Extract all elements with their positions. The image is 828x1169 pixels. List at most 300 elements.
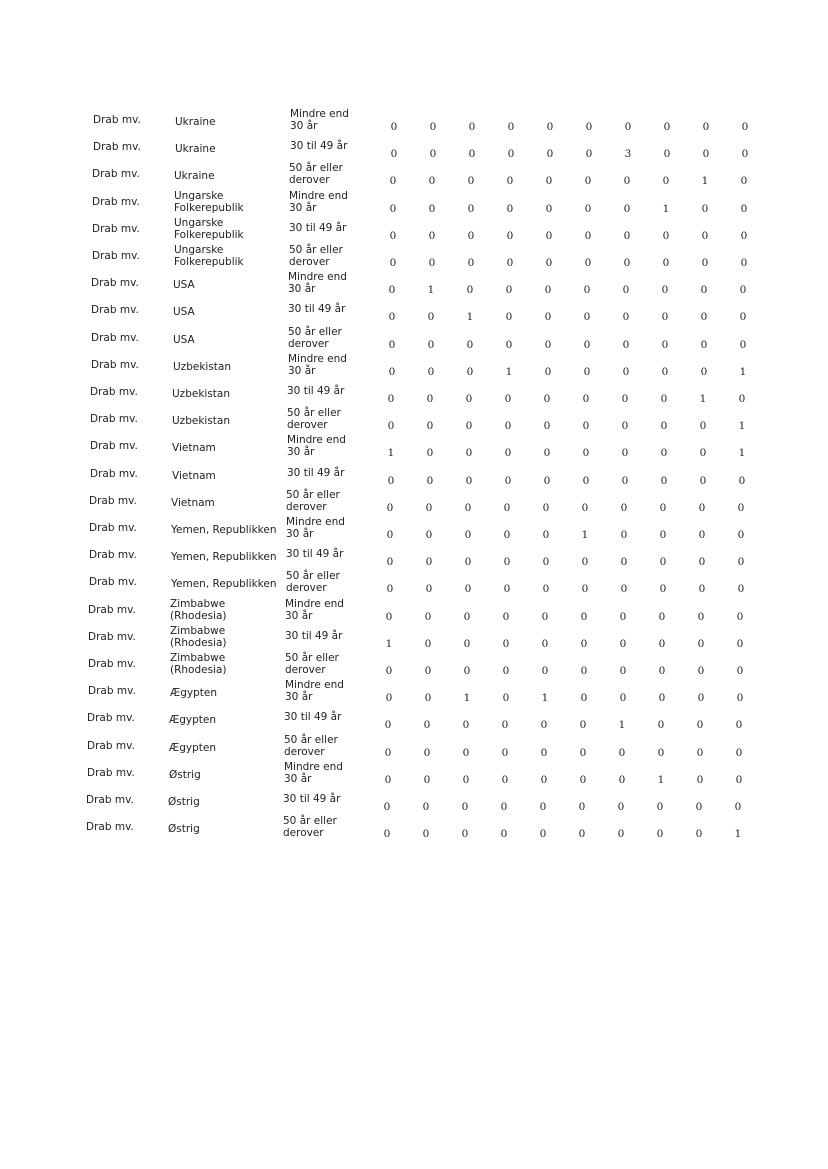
value-cell: 0 — [696, 719, 704, 731]
value-cell: 0 — [462, 747, 470, 759]
crime-cell: Drab mv. — [90, 413, 138, 425]
age-group-cell: Mindre end 30 år — [285, 598, 344, 622]
value-cell: 0 — [622, 366, 630, 378]
value-cell: 0 — [584, 203, 592, 215]
value-cell: 0 — [736, 665, 744, 677]
value-cell: 0 — [385, 692, 393, 704]
country-cell: Østrig — [168, 796, 200, 808]
value-cell: 0 — [464, 502, 472, 514]
value-cell: 0 — [465, 393, 473, 405]
value-cell: 0 — [539, 801, 547, 813]
value-cell: 0 — [543, 420, 551, 432]
country-cell: Yemen, Republikken — [171, 578, 277, 590]
value-cell: 0 — [660, 393, 668, 405]
value-cell: 0 — [659, 502, 667, 514]
crime-cell: Drab mv. — [91, 359, 139, 371]
value-cell: 0 — [584, 175, 592, 187]
value-cell: 0 — [740, 257, 748, 269]
value-cell: 0 — [619, 638, 627, 650]
value-cell: 0 — [623, 175, 631, 187]
value-cell: 0 — [657, 747, 665, 759]
country-cell: Yemen, Republikken — [171, 524, 277, 536]
value-cell: 0 — [544, 366, 552, 378]
age-group-cell: 50 år eller derover — [284, 734, 338, 758]
value-cell: 0 — [383, 801, 391, 813]
age-group-cell: 30 til 49 år — [284, 711, 342, 723]
value-cell: 0 — [465, 447, 473, 459]
value-cell: 0 — [542, 556, 550, 568]
value-cell: 0 — [428, 257, 436, 269]
value-cell: 0 — [503, 556, 511, 568]
value-cell: 0 — [696, 774, 704, 786]
value-cell: 0 — [582, 393, 590, 405]
value-cell: 0 — [736, 611, 744, 623]
value-cell: 1 — [581, 529, 589, 541]
country-cell: Vietnam — [172, 442, 216, 454]
crime-cell: Drab mv. — [89, 576, 137, 588]
value-cell: 0 — [467, 257, 475, 269]
country-cell: USA — [173, 306, 195, 318]
value-cell: 1 — [387, 447, 395, 459]
value-cell: 0 — [424, 611, 432, 623]
value-cell: 0 — [697, 638, 705, 650]
value-cell: 0 — [741, 121, 749, 133]
country-cell: Ægypten — [170, 687, 218, 699]
crime-cell: Drab mv. — [90, 468, 138, 480]
value-cell: 0 — [620, 556, 628, 568]
value-cell: 0 — [699, 420, 707, 432]
value-cell: 0 — [582, 420, 590, 432]
value-cell: 0 — [578, 801, 586, 813]
value-cell: 0 — [505, 339, 513, 351]
value-cell: 0 — [659, 583, 667, 595]
value-cell: 0 — [700, 366, 708, 378]
value-cell: 0 — [656, 801, 664, 813]
value-cell: 0 — [466, 339, 474, 351]
value-cell: 0 — [505, 284, 513, 296]
age-group-cell: 50 år eller derover — [288, 326, 342, 350]
value-cell: 1 — [734, 828, 742, 840]
value-cell: 0 — [695, 801, 703, 813]
value-cell: 0 — [506, 230, 514, 242]
value-cell: 0 — [624, 121, 632, 133]
value-cell: 0 — [619, 692, 627, 704]
value-cell: 0 — [660, 447, 668, 459]
value-cell: 0 — [623, 257, 631, 269]
value-cell: 0 — [390, 121, 398, 133]
value-cell: 0 — [700, 339, 708, 351]
crime-cell: Drab mv. — [92, 250, 140, 262]
value-cell: 0 — [500, 801, 508, 813]
value-cell: 0 — [385, 665, 393, 677]
age-group-cell: 50 år eller derover — [289, 244, 343, 268]
value-cell: 0 — [662, 175, 670, 187]
age-group-cell: 30 til 49 år — [283, 793, 341, 805]
value-cell: 0 — [427, 366, 435, 378]
value-cell: 0 — [504, 447, 512, 459]
value-cell: 0 — [741, 148, 749, 160]
value-cell: 0 — [737, 502, 745, 514]
value-cell: 0 — [579, 719, 587, 731]
value-cell: 0 — [583, 366, 591, 378]
age-group-cell: 30 til 49 år — [288, 303, 346, 315]
crime-cell: Drab mv. — [89, 522, 137, 534]
value-cell: 0 — [426, 475, 434, 487]
value-cell: 0 — [737, 556, 745, 568]
value-cell: 0 — [622, 339, 630, 351]
value-cell: 0 — [426, 393, 434, 405]
value-cell: 0 — [740, 230, 748, 242]
value-cell: 0 — [385, 611, 393, 623]
value-cell: 0 — [542, 502, 550, 514]
country-cell: USA — [173, 279, 195, 291]
value-cell: 0 — [697, 665, 705, 677]
value-cell: 0 — [386, 529, 394, 541]
value-cell: 0 — [502, 692, 510, 704]
value-cell: 0 — [542, 583, 550, 595]
value-cell: 0 — [702, 121, 710, 133]
crime-cell: Drab mv. — [88, 658, 136, 670]
value-cell: 1 — [505, 366, 513, 378]
age-group-cell: 30 til 49 år — [285, 630, 343, 642]
value-cell: 0 — [740, 203, 748, 215]
country-cell: Vietnam — [171, 497, 215, 509]
value-cell: 0 — [388, 284, 396, 296]
value-cell: 0 — [701, 230, 709, 242]
value-cell: 0 — [581, 583, 589, 595]
value-cell: 0 — [542, 529, 550, 541]
value-cell: 0 — [739, 311, 747, 323]
value-cell: 0 — [623, 203, 631, 215]
value-cell: 0 — [545, 230, 553, 242]
value-cell: 0 — [736, 692, 744, 704]
age-group-cell: Mindre end 30 år — [288, 271, 347, 295]
value-cell: 0 — [544, 284, 552, 296]
crime-cell: Drab mv. — [93, 141, 141, 153]
crime-cell: Drab mv. — [91, 277, 139, 289]
value-cell: 0 — [544, 311, 552, 323]
value-cell: 0 — [580, 611, 588, 623]
value-cell: 0 — [506, 203, 514, 215]
value-cell: 0 — [463, 611, 471, 623]
value-cell: 0 — [660, 475, 668, 487]
value-cell: 0 — [663, 121, 671, 133]
value-cell: 0 — [388, 339, 396, 351]
value-cell: 0 — [423, 747, 431, 759]
value-cell: 0 — [657, 719, 665, 731]
crime-cell: Drab mv. — [87, 712, 135, 724]
value-cell: 0 — [426, 447, 434, 459]
value-cell: 0 — [622, 284, 630, 296]
age-group-cell: 30 til 49 år — [287, 385, 345, 397]
value-cell: 0 — [468, 121, 476, 133]
value-cell: 0 — [504, 475, 512, 487]
age-group-cell: 50 år eller derover — [283, 815, 337, 839]
value-cell: 0 — [734, 801, 742, 813]
value-cell: 0 — [736, 638, 744, 650]
value-cell: 0 — [658, 665, 666, 677]
value-cell: 0 — [466, 284, 474, 296]
crime-cell: Drab mv. — [86, 794, 134, 806]
value-cell: 0 — [464, 583, 472, 595]
crime-cell: Drab mv. — [89, 549, 137, 561]
value-cell: 0 — [583, 311, 591, 323]
value-cell: 0 — [501, 774, 509, 786]
value-cell: 1 — [466, 311, 474, 323]
value-cell: 1 — [427, 284, 435, 296]
country-cell: Uzbekistan — [172, 388, 230, 400]
value-cell: 0 — [462, 774, 470, 786]
country-cell: Zimbabwe (Rhodesia) — [170, 598, 227, 622]
value-cell: 0 — [584, 257, 592, 269]
value-cell: 0 — [428, 175, 436, 187]
value-cell: 0 — [463, 638, 471, 650]
value-cell: 0 — [423, 719, 431, 731]
value-cell: 0 — [540, 774, 548, 786]
value-cell: 0 — [661, 311, 669, 323]
value-cell: 0 — [701, 257, 709, 269]
country-cell: Zimbabwe (Rhodesia) — [170, 652, 227, 676]
crime-cell: Drab mv. — [92, 196, 140, 208]
age-group-cell: Mindre end 30 år — [287, 434, 346, 458]
value-cell: 0 — [545, 203, 553, 215]
age-group-cell: 30 til 49 år — [289, 222, 347, 234]
value-cell: 0 — [427, 339, 435, 351]
country-cell: Ungarske Folkerepublik — [174, 190, 244, 214]
value-cell: 0 — [384, 774, 392, 786]
country-cell: Zimbabwe (Rhodesia) — [170, 625, 227, 649]
value-cell: 0 — [697, 692, 705, 704]
value-cell: 0 — [424, 665, 432, 677]
value-cell: 0 — [502, 665, 510, 677]
value-cell: 0 — [504, 420, 512, 432]
value-cell: 0 — [467, 230, 475, 242]
country-cell: Ungarske Folkerepublik — [174, 217, 244, 241]
value-cell: 0 — [737, 529, 745, 541]
country-cell: Østrig — [169, 769, 201, 781]
value-cell: 0 — [661, 284, 669, 296]
value-cell: 1 — [541, 692, 549, 704]
value-cell: 0 — [660, 420, 668, 432]
value-cell: 0 — [582, 475, 590, 487]
value-cell: 0 — [502, 611, 510, 623]
crime-cell: Drab mv. — [90, 440, 138, 452]
value-cell: 0 — [700, 284, 708, 296]
value-cell: 0 — [740, 175, 748, 187]
value-cell: 0 — [735, 747, 743, 759]
value-cell: 0 — [658, 611, 666, 623]
value-cell: 0 — [659, 529, 667, 541]
value-cell: 0 — [506, 175, 514, 187]
value-cell: 0 — [663, 148, 671, 160]
value-cell: 0 — [662, 230, 670, 242]
value-cell: 0 — [467, 203, 475, 215]
value-cell: 0 — [696, 747, 704, 759]
crime-cell: Drab mv. — [89, 495, 137, 507]
value-cell: 0 — [468, 148, 476, 160]
value-cell: 0 — [422, 828, 430, 840]
country-cell: Ægypten — [169, 714, 217, 726]
country-cell: Yemen, Republikken — [171, 551, 277, 563]
value-cell: 0 — [386, 502, 394, 514]
value-cell: 0 — [583, 284, 591, 296]
value-cell: 0 — [462, 719, 470, 731]
value-cell: 1 — [739, 366, 747, 378]
value-cell: 0 — [503, 583, 511, 595]
value-cell: 0 — [661, 366, 669, 378]
value-cell: 0 — [424, 692, 432, 704]
value-cell: 0 — [541, 638, 549, 650]
value-cell: 0 — [461, 801, 469, 813]
value-cell: 0 — [467, 175, 475, 187]
value-cell: 0 — [543, 447, 551, 459]
crime-cell: Drab mv. — [87, 740, 135, 752]
value-cell: 0 — [539, 828, 547, 840]
value-cell: 0 — [426, 420, 434, 432]
value-cell: 0 — [701, 203, 709, 215]
value-cell: 0 — [579, 747, 587, 759]
value-cell: 0 — [464, 556, 472, 568]
value-cell: 0 — [617, 801, 625, 813]
value-cell: 0 — [739, 284, 747, 296]
value-cell: 0 — [584, 230, 592, 242]
value-cell: 0 — [662, 257, 670, 269]
value-cell: 0 — [506, 257, 514, 269]
value-cell: 0 — [620, 529, 628, 541]
value-cell: 0 — [425, 502, 433, 514]
value-cell: 0 — [540, 747, 548, 759]
value-cell: 0 — [390, 148, 398, 160]
value-cell: 0 — [697, 611, 705, 623]
value-cell: 0 — [424, 638, 432, 650]
value-cell: 0 — [541, 665, 549, 677]
value-cell: 1 — [701, 175, 709, 187]
value-cell: 0 — [388, 366, 396, 378]
value-cell: 1 — [618, 719, 626, 731]
value-cell: 0 — [582, 447, 590, 459]
value-cell: 0 — [621, 475, 629, 487]
value-cell: 0 — [546, 148, 554, 160]
value-cell: 3 — [624, 148, 632, 160]
value-cell: 0 — [427, 311, 435, 323]
value-cell: 0 — [620, 583, 628, 595]
value-cell: 0 — [698, 529, 706, 541]
value-cell: 1 — [738, 420, 746, 432]
crime-cell: Drab mv. — [93, 114, 141, 126]
value-cell: 0 — [583, 339, 591, 351]
value-cell: 0 — [501, 747, 509, 759]
value-cell: 0 — [698, 502, 706, 514]
value-cell: 0 — [425, 583, 433, 595]
crime-cell: Drab mv. — [86, 821, 134, 833]
age-group-cell: 50 år eller derover — [286, 489, 340, 513]
value-cell: 0 — [621, 420, 629, 432]
age-group-cell: Mindre end 30 år — [286, 516, 345, 540]
age-group-cell: 50 år eller derover — [286, 570, 340, 594]
value-cell: 0 — [699, 475, 707, 487]
value-cell: 0 — [585, 121, 593, 133]
value-cell: 0 — [384, 719, 392, 731]
value-cell: 0 — [739, 339, 747, 351]
crime-cell: Drab mv. — [92, 168, 140, 180]
value-cell: 0 — [461, 828, 469, 840]
value-cell: 0 — [658, 638, 666, 650]
value-cell: 0 — [623, 230, 631, 242]
value-cell: 0 — [466, 366, 474, 378]
value-cell: 0 — [463, 665, 471, 677]
value-cell: 0 — [507, 148, 515, 160]
value-cell: 0 — [428, 203, 436, 215]
value-cell: 0 — [580, 665, 588, 677]
crime-cell: Drab mv. — [91, 304, 139, 316]
age-group-cell: Mindre end 30 år — [285, 679, 344, 703]
value-cell: 0 — [387, 475, 395, 487]
value-cell: 0 — [503, 529, 511, 541]
value-cell: 0 — [429, 148, 437, 160]
value-cell: 0 — [429, 121, 437, 133]
value-cell: 0 — [695, 828, 703, 840]
value-cell: 0 — [699, 447, 707, 459]
value-cell: 0 — [618, 747, 626, 759]
value-cell: 0 — [505, 311, 513, 323]
value-cell: 0 — [621, 447, 629, 459]
value-cell: 0 — [389, 203, 397, 215]
country-cell: Ukraine — [174, 170, 215, 182]
age-group-cell: Mindre end 30 år — [284, 761, 343, 785]
value-cell: 0 — [503, 502, 511, 514]
value-cell: 0 — [541, 611, 549, 623]
value-cell: 0 — [386, 583, 394, 595]
value-cell: 0 — [735, 719, 743, 731]
value-cell: 0 — [546, 121, 554, 133]
value-cell: 0 — [580, 692, 588, 704]
country-cell: Ægypten — [169, 742, 217, 754]
value-cell: 0 — [384, 747, 392, 759]
value-cell: 0 — [738, 393, 746, 405]
value-cell: 0 — [387, 420, 395, 432]
value-cell: 0 — [389, 257, 397, 269]
country-cell: Ukraine — [175, 143, 216, 155]
age-group-cell: 30 til 49 år — [287, 467, 345, 479]
value-cell: 0 — [578, 828, 586, 840]
value-cell: 0 — [423, 774, 431, 786]
value-cell: 0 — [507, 121, 515, 133]
value-cell: 0 — [621, 393, 629, 405]
value-cell: 0 — [501, 719, 509, 731]
age-group-cell: 30 til 49 år — [290, 140, 348, 152]
country-cell: Østrig — [168, 823, 200, 835]
value-cell: 0 — [737, 583, 745, 595]
value-cell: 0 — [581, 502, 589, 514]
value-cell: 0 — [702, 148, 710, 160]
age-group-cell: 30 til 49 år — [286, 548, 344, 560]
value-cell: 0 — [581, 556, 589, 568]
value-cell: 0 — [543, 393, 551, 405]
value-cell: 0 — [658, 692, 666, 704]
value-cell: 0 — [545, 175, 553, 187]
country-cell: USA — [173, 334, 195, 346]
value-cell: 0 — [659, 556, 667, 568]
country-cell: Uzbekistan — [172, 415, 230, 427]
value-cell: 0 — [580, 638, 588, 650]
crime-cell: Drab mv. — [92, 223, 140, 235]
value-cell: 0 — [617, 828, 625, 840]
value-cell: 0 — [545, 257, 553, 269]
crime-cell: Drab mv. — [90, 386, 138, 398]
crime-cell: Drab mv. — [87, 767, 135, 779]
crime-cell: Drab mv. — [88, 685, 136, 697]
value-cell: 0 — [700, 311, 708, 323]
